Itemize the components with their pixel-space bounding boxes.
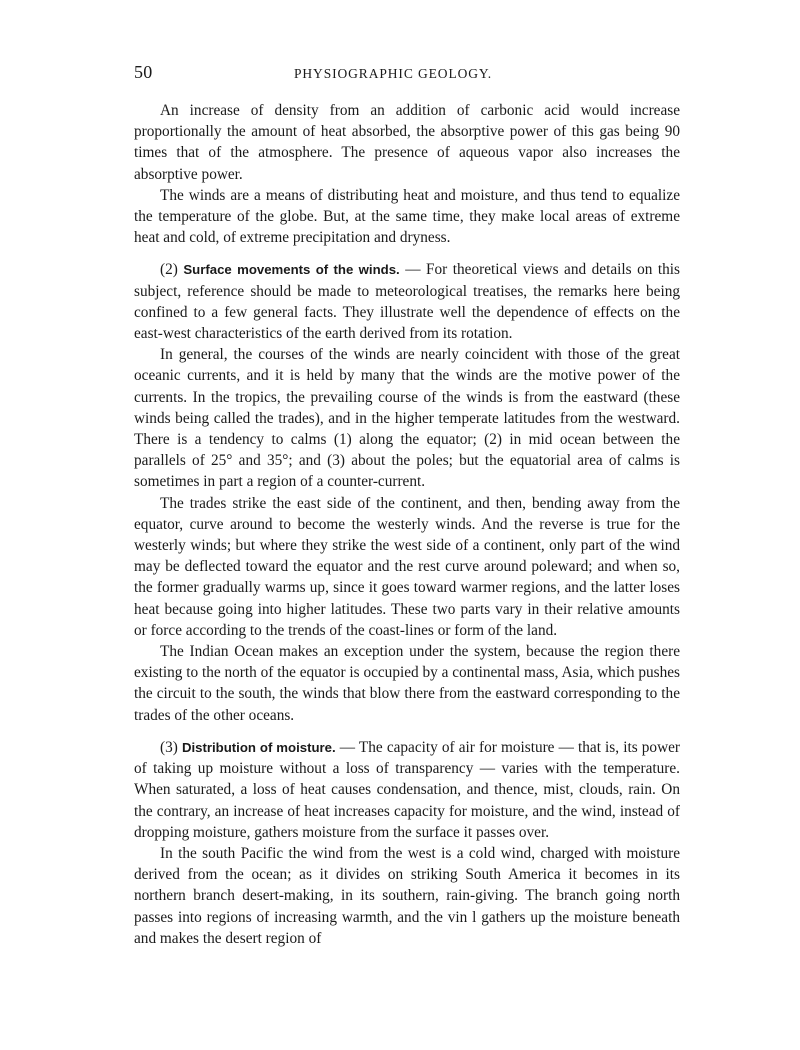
paragraph-carbonic-acid <box>134 100 680 185</box>
paragraph-winds-distribute-heat <box>134 185 680 249</box>
section-heading: Surface movements of the winds. <box>183 262 400 278</box>
section-surface-movements <box>134 259 680 344</box>
paragraph-trades <box>134 493 680 641</box>
paragraph-courses-of-winds <box>134 344 680 492</box>
book-page <box>134 62 680 949</box>
paragraph-text: — For theoretical views and details on this subject, reference should be made to meteorological treatises, the remarks here being confined to a few general facts. They illustrate well the dependence of effects on the east-west characteristics of the earth derived from its rotation. <box>134 261 680 343</box>
running-head <box>134 62 680 88</box>
paragraph-south-pacific <box>134 843 680 949</box>
paragraph-text: In general, the courses of the winds are nearly coincident with those of the great oceanic currents, and it is held by many that the winds are the motive power of the currents. In the tropics, the prevailing course of the winds is from the eastward (these winds being called the trades), and in the higher temperate latitudes from the westward. There is a tendency to calms (1) along the equator; (2) in mid ocean between the parallels of 25° and 35°; and (3) about the poles; but the equatorial area of calms is sometimes in part a region of a counter-current. <box>134 346 680 491</box>
paragraph-text: The Indian Ocean makes an exception under the system, because the region there existing to the north of the equator is occupied by a continental mass, Asia, which pushes the circuit to the south, the winds that blow there from the eastward corresponding to the trades of the other oceans. <box>134 643 680 724</box>
running-title: PHYSIOGRAPHIC GEOLOGY. <box>294 66 493 81</box>
paragraph-text: The trades strike the east side of the continent, and then, bending away from the equator, curve around to become the westerly winds. And the reverse is true for the westerly winds; but where they strike the west side of a continent, only part of the wind may be deflected toward the equator and the rest curve around poleward; and when so, the former gradually warms up, since it goes toward warmer regions, and the latter loses heat because going into higher latitudes. These two parts vary in their relative amounts or force according to the trends of the coast-lines or form of the land. <box>134 494 680 639</box>
section-heading: Distribution of moisture. <box>181 739 336 755</box>
section-distribution-of-moisture <box>134 737 680 843</box>
paragraph-text: In the south Pacific the wind from the west is a cold wind, charged with moisture derived from the ocean; as it divides on striking South America it becomes in its northern branch desert-making, in its southern, rain-giving. The branch going north passes into regions of increasing warmth, and the vin l gathers up the moisture beneath and makes the desert region of <box>134 844 680 947</box>
section-number: (3) <box>160 738 178 756</box>
paragraph-text: — The capacity of air for moisture — that is, its power of taking up moisture without a loss of transparency — varies with the temperature. When saturated, a loss of heat causes condensation, and thence, mist, clouds, rain. On the contrary, an increase of heat increases capacity for moisture, and the wind, instead of dropping moisture, gathers moisture from the surface it passes over. <box>134 738 680 841</box>
paragraph-text: The winds are a means of distributing heat and moisture, and thus tend to equalize the temperature of the globe. But, at the same time, they make local areas of extreme heat and cold, of extreme precipitation and dryness. <box>134 186 680 247</box>
section-number: (2) <box>160 261 178 279</box>
paragraph-text: An increase of density from an addition of carbonic acid would increase proportionally the amount of heat absorbed, the absorptive power of this gas being 90 times that of the atmosphere. The presence of aqueous vapor also increases the absorptive power. <box>134 102 680 183</box>
paragraph-indian-ocean <box>134 641 680 726</box>
page-number: 50 <box>134 62 153 82</box>
